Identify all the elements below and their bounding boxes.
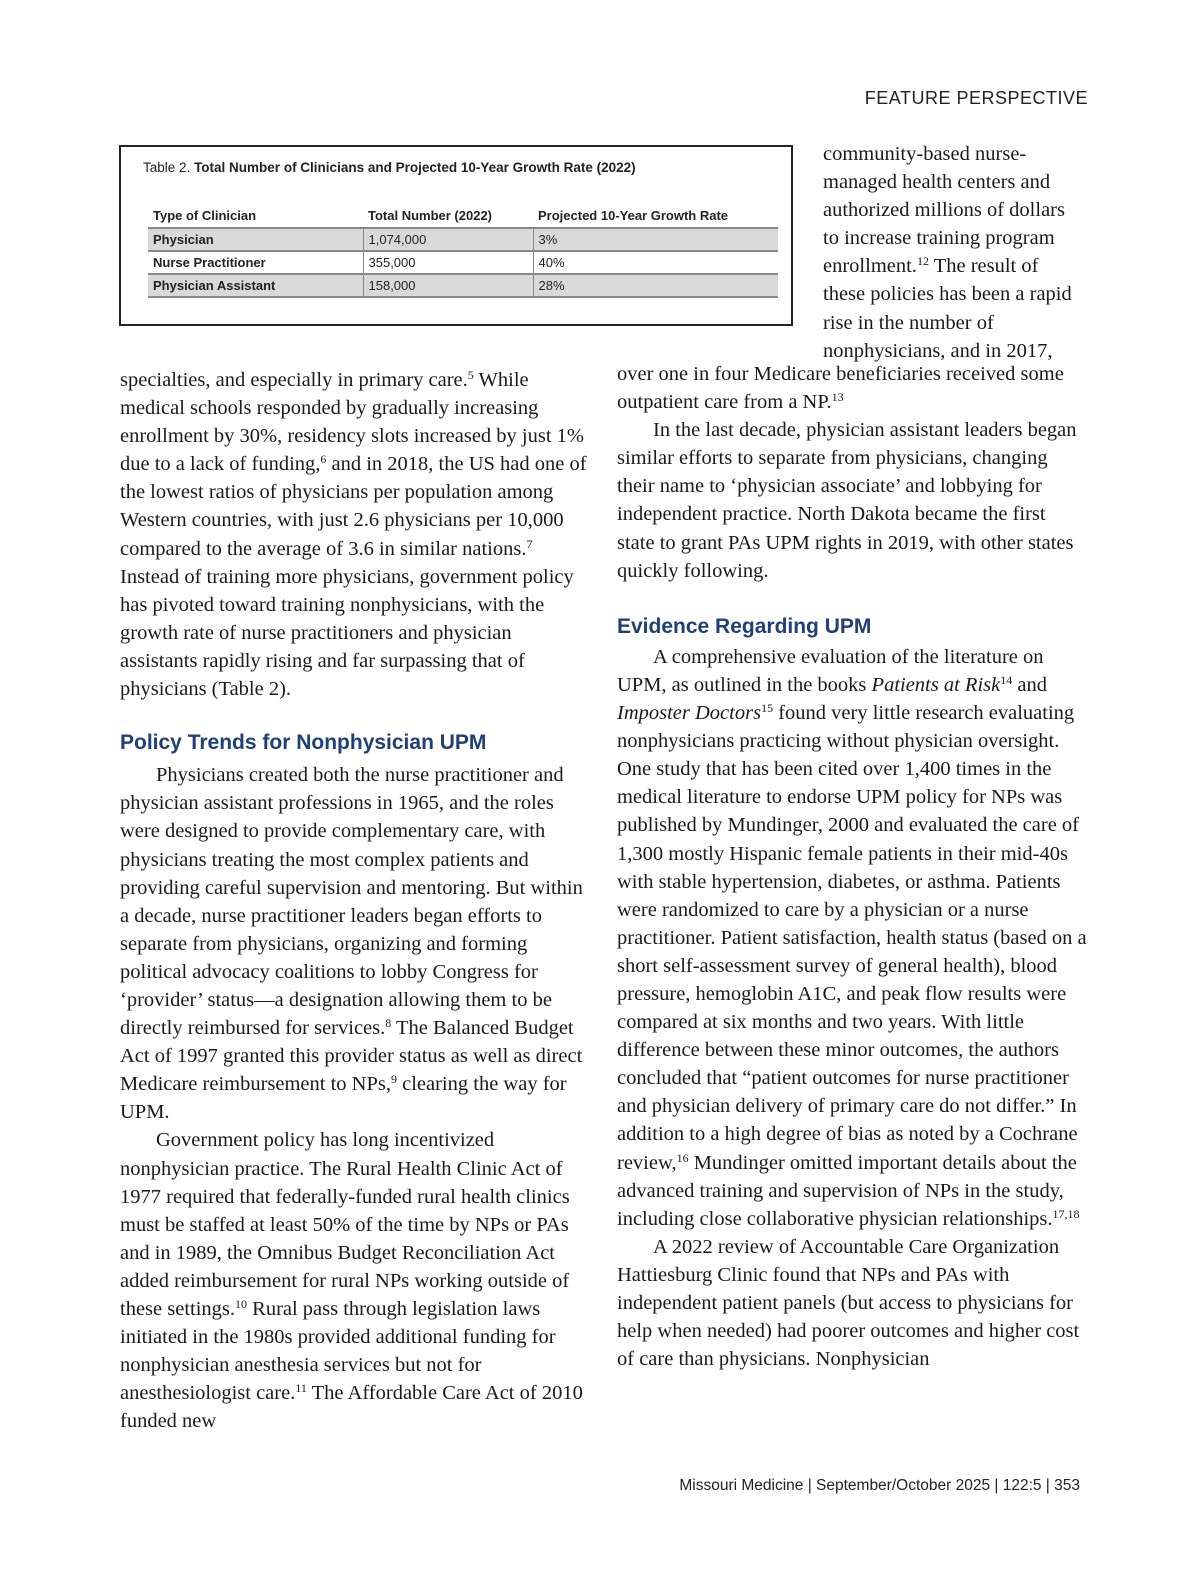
right-column [617,360,1087,1373]
table-2 [119,145,793,326]
left-column [120,366,590,1435]
table-cell: 28% [533,274,778,297]
table-cell: Physician [148,228,363,251]
table-cell: 40% [533,251,778,274]
paragraph: over one in four Medicare beneficiaries received some outpatient care from a NP.$^{13}$ [617,363,1064,414]
page-footer: Missouri Medicine | September/October 2025 | 122:5 | 353 [679,1477,1080,1494]
section-heading: Evidence Regarding UPM [617,614,872,638]
table-row [148,274,778,297]
table-cell: 1,074,000 [363,228,533,251]
section-label: FEATURE PERSPECTIVE [864,88,1088,108]
table-cell: 158,000 [363,274,533,297]
paragraph: Physicians created both the nurse practitioner and physician assistant professions in 1965, and the roles were designed to provide complementary care, with physicians treating the most complex patients and providing careful supervision and mentoring. But within a decade, nurse practitioner leaders began efforts to separate from physicians, organizing and forming political advocacy coalitions to lobby Congress for ‘provider’ status—a designation allowing them to be directly reimbursed for services.$^8$ The Balanced Budget Act of 1997 granted this provider status as well as direct Medicare reimbursement to NPs,$^9$ clearing the way for UPM. [120,764,583,1124]
column-header: Projected 10-Year Growth Rate [538,207,729,223]
table-cell: 3% [533,228,778,251]
paragraph: A 2022 review of Accountable Care Organization Hattiesburg Clinic found that NPs and PAs with independent patient panels (but access to physicians for help when needed) had poorer outcomes and higher cost of care than physicians. Nonphysician [617,1235,1080,1371]
right-column-top [823,140,1085,365]
paragraph: In the last decade, physician assistant leaders began similar efforts to separate from physicians, changing their name to ‘physician associate’ and lobbying for independent practice. North Dakota became the first state to grant PAs UPM rights in 2019, with other states quickly following. [617,419,1077,582]
table-cell: 355,000 [363,251,533,274]
table-caption [143,160,636,175]
paragraph: community-based nurse-managed health centers and authorized millions of dollars to increase training program enrollment.$^{12}$ The result of these policies has been a rapid rise in the number of nonphysicians, and in 2017, [823,143,1072,362]
column-header: Type of Clinician [153,207,257,223]
table-cell: Nurse Practitioner [148,251,363,274]
paragraph: specialties, and especially in primary care.$^5$ While medical schools responded by gradually increasing enrollment by 30%, residency slots increased by just 1% due to a lack of funding,$^6$ and in 2018, the US had one of the lowest ratios of physicians per population among Western countries, with just 2.6 physicians per 10,000 compared to the average of 3.6 in similar nations.$^7$ Instead of training more physicians, government policy has pivoted toward training nonphysicians, with the growth rate of nurse practitioners and physician assistants rapidly rising and far surpassing that of physicians (Table 2). [120,368,587,701]
section-heading: Policy Trends for Nonphysician UPM [120,731,487,755]
table-cell: Physician Assistant [148,274,363,297]
table-row [148,251,778,274]
table-title: Total Number of Clinicians and Projected 10-Year Growth Rate (2022) [194,160,636,175]
column-header: Total Number (2022) [368,207,493,223]
paragraph: Government policy has long incentivized nonphysician practice. The Rural Health Clinic Act of 1977 required that federally-funded rural health clinics must be staffed at least 50% of the time by NPs or PAs and in 1989, the Omnibus Budget Reconciliation Act added reimbursement for rural NPs working outside of these settings.$^{10}$ Rural pass through legislation laws initiated in the 1980s provided additional funding for nonphysician anesthesia services but not for anesthesiologist care.$^{11}$ The Affordable Care Act of 2010 funded new [120,1129,583,1433]
table-row [148,228,778,251]
clinician-table [148,203,778,298]
table-number: Table 2. [143,160,191,175]
table-header-row [148,203,778,228]
paragraph: A comprehensive evaluation of the literature on UPM, as outlined in the books Patients at Risk$^{14}$ and Imposter Doctors$^{15}$ found very little research evaluating nonphysicians practicing without physician oversight. One study that has been cited over 1,400 times in the medical literature to endorse UPM policy for NPs was published by Mundinger, 2000 and evaluated the care of 1,300 mostly Hispanic female patients in their mid-40s with stable hypertension, diabetes, or asthma. Patients were randomized to care by a physician or a nurse practitioner. Patient satisfaction, health status (based on a short self-assessment survey of general health), blood pressure, hemoglobin A1C, and peak flow results were compared at six months and two years. With little difference between these minor outcomes, the authors concluded that “patient outcomes for nurse practitioner and physician delivery of primary care do not differ.” In addition to a high degree of bias as noted by a Cochrane review,$^{16}$ Mundinger omitted important details about the advanced training and supervision of NPs in the study, including close collaborative physician relationships.$^{17,18}$ [617,645,1087,1230]
